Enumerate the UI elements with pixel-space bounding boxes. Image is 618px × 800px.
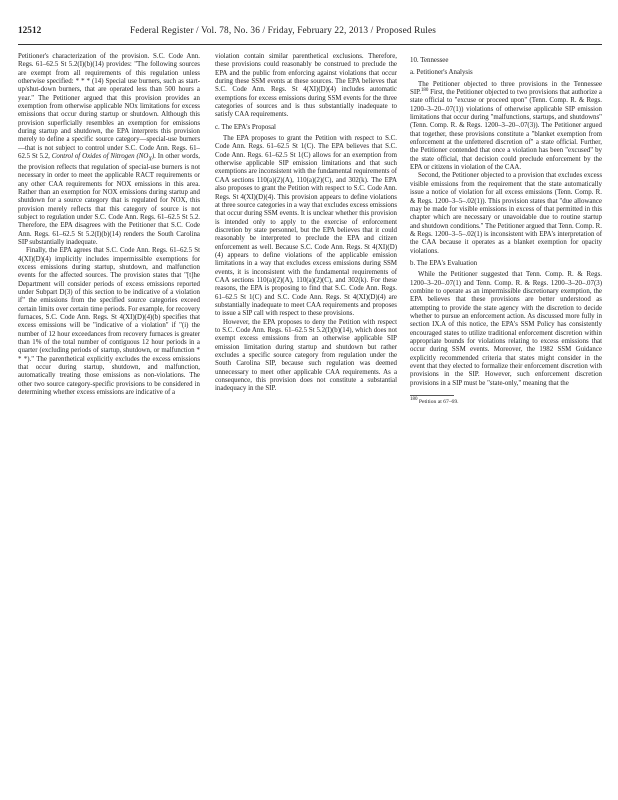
paragraph: Petitioner's characterization of the provision. S.C. Code Ann. Regs. 61–62.5 St 5.2(I)(b)(14) provides: "The following sources are exempt from all requirements of this regulation unless otherwise specified: * * * (14) Special use burners, such as start-up/shut-down burners, that are operated less than 500 hours a year." The Petitioner argued that this provision provides an exemption from otherwise applicable NOx limitations for excess emissions that occur during startup or shutdown. Although this provision superficially resembles an exemption for emissions during startup and shutdown, the EPA interprets this provision merely to define a specific source category—special-use burners—that is not subject to control under S.C. Code Ann. Regs. 61–62.5 St 5.2, Control of Oxides of Nitrogen $(NO_X)$. In other words, the provision reflects that regulation of special-use burners is not necessary in order to meet the applicable RACT requirements or any other CAA requirements for NOX emissions in this area. Rather than an exemption for NOX emissions during startup and shutdown for a source category that is regulated for NOX, this provision merely reflects that this category of source is not subject to regulation under S.C. Code Ann. Regs. 61–62.5 St 5.2. Therefore, the EPA disagrees with the Petitioner that S.C. Code Ann. Regs. 61–62.5 St 5.2(I)(b)(14) renders the South Carolina SIP substantially inadequate. [18, 53, 201, 246]
running-head-title: Federal Register / Vol. 78, No. 36 / Friday, February 22, 2013 / Proposed Rules [130, 26, 437, 36]
column-left [18, 53, 200, 397]
section-heading: c. The EPA's Proposal [215, 123, 276, 131]
paragraph: violation contain similar parenthetical exclusions. Therefore, these provisions could reasonably be construed to preclude the EPA and the public from enforcing against violations that occur during these SSM events at these sources. The EPA believes that S.C. Code Ann. Regs. St 4(XI)(D)(4) includes automatic exemptions for excess emissions during SSM events for the three categories of sources and is thus substantially inadequate to satisfy CAA requirements. [215, 53, 397, 119]
subsection-heading: b. The EPA's Evaluation [410, 259, 478, 267]
footnote-rule [410, 395, 454, 396]
footnote: $^{180}$ Petition at 67–69. [410, 397, 459, 406]
page-number: 12512 [18, 26, 42, 36]
column-right [410, 53, 602, 406]
paragraph: The EPA proposes to grant the Petition with respect to S.C. Code Ann. Regs. 61–62.5 St 1(C). The EPA believes that S.C. Code Ann. Regs. 61–62.5 St 1(C) allows for an exemption from otherwise applicable SIP emission limitations and that such exemptions are inconsistent with the fundamental requirements of CAA sections 110(a)(2)(A), 110(a)(2)(C), and 302(k). The EPA also proposes to grant the Petition with respect to S.C. Code Ann. Regs. St 4(XI)(D)(4). This provision appears to define violations at three source categories in a way that excludes excess emissions that occur during SSM events. It is unclear whether this provision is intended only to apply to the exercise of enforcement discretion by state personnel, but the EPA believes that it could reasonably be interpreted to preclude the EPA and citizen enforcement as well. Because S.C. Code Ann. Regs. St 4(XI)(D)(4) appears to define violations of the applicable emission limitations in a way that excludes excess emissions during SSM events, it is inconsistent with the fundamental requirements of CAA sections 110(a)(2)(A), 110(a)(2)(C), and 302(k). For these reasons, the EPA is proposing to find that S.C. Code Ann. Regs. 61–62.5 St 1(C) and S.C. Code Ann. Regs. St 4(XI)(D)(4) are substantially inadequate to meet CAA requirements and proposes to issue a SIP call with respect to these provisions. [215, 135, 397, 318]
paragraph: Finally, the EPA agrees that S.C. Code Ann. Regs. 61–62.5 St 4(XI)(D)(4) implicitly includes impermissible exemptions for excess emissions during startup, shutdown, and malfunction events for the affected sources. The provision states that "[t]he Department will consider periods of excess emissions reported under Subpart D(3) of this section to be indicative of a violation if" the emissions from the specified source categories exceed certain limits over certain time periods. For example, for recovery furnaces, S.C. Code Ann. Regs. St 4(XI)(D)(4)(b) specifies that excess emissions will be "indicative of a violation" if "(i) the number of 12 hour exceedances from recovery furnaces is greater than 1% of the total number of contiguous 12 hour periods in a quarter (excluding periods of startup, shutdown, or malfunction * * *)." The parenthetical explicitly excludes the excess emissions that occur during startup, shutdown, and malfunction, automatically treating those emissions as non-violations. The other two source category-specific provisions to be considered in determining whether excess emissions are indicative of a [18, 247, 200, 397]
column-middle [215, 53, 397, 394]
paragraph: While the Petitioner suggested that Tenn. Comp. R. & Regs. 1200–3–20–.07(1) and Tenn. Comp. R. & Regs. 1200–3–20–.07(3) combine to operate as an impermissible discretionary exemption, the EPA believes that these provisions are better understood as attempting to provide the state agency with the discretion to decide whether to pursue an enforcement action. As discussed more fully in section IX.A of this notice, the EPA's SSM Policy has consistently encouraged states to utilize traditional enforcement discretion within appropriate bounds for violations relating to excess emissions that occur during SSM events. Moreover, the 1982 SSM Guidance explicitly recommended criteria that states might consider in the event that they elected to formalize their enforcement discretion with provisions in the SIP. However, such enforcement discretion provisions in a SIP must be "state-only," meaning that the [410, 271, 602, 387]
italic-title: Control of Oxides of Nitrogen $(NO_X)$ [51, 153, 155, 163]
running-header [18, 26, 602, 40]
header-rule [18, 44, 602, 45]
paragraph: However, the EPA proposes to deny the Petition with respect to S.C. Code Ann. Regs. 61–62.5 St 5.2(I)(b)(14), which does not exempt excess emissions from an otherwise applicable SIP emission limitation during startup and shutdown but rather excludes a specific source category from regulation under the South Carolina SIP, because such regulation was deemed unnecessary to meet other applicable CAA requirements. As a consequence, this provision does not constitute a substantial inadequacy in the SIP. [215, 318, 397, 393]
section-heading: 10. Tennessee [410, 57, 449, 64]
paragraph: The Petitioner objected to three provisions in the Tennessee SIP.$^{180}$ First, the Petitioner objected to two provisions that authorize a state official to "excuse or proceed upon" (Tenn. Comp. R. & Regs. 1200–3–20–.07(1)) violations of otherwise applicable SIP emission limitations that occur during "malfunctions, startups, and shutdowns" (Tenn. Comp. R. & Regs. 1200–3–20–.07(3)). The Petitioner argued that together, these provisions constitute a "blanket exemption from enforcement at the unfettered discretion of" a state official. Further, the Petitioner contended that once a violation has been "excused" by the state official, that decision could preclude enforcement by the EPA or citizens in violation of the CAA. [410, 80, 602, 172]
paragraph: Second, the Petitioner objected to a provision that excludes excess visible emissions from the requirement that the state automatically issue a notice of violation for all excess emissions (Tenn. Comp. R. & Regs. 1200–3–5–.02(1)). This provision states that "due allowance may be made for visible emissions in excess of that permitted in this chapter which are necessary or unavoidable due to routine startup and shutdown conditions." The Petitioner argued that Tenn. Comp. R. & Regs. 1200–3–5–.02(1) is inconsistent with EPA's interpretation of the CAA because it operates as a blanket exemption for opacity violations. [410, 172, 602, 255]
subsection-heading: a. Petitioner's Analysis [410, 69, 473, 77]
footnote-reference: 180 [420, 88, 429, 94]
